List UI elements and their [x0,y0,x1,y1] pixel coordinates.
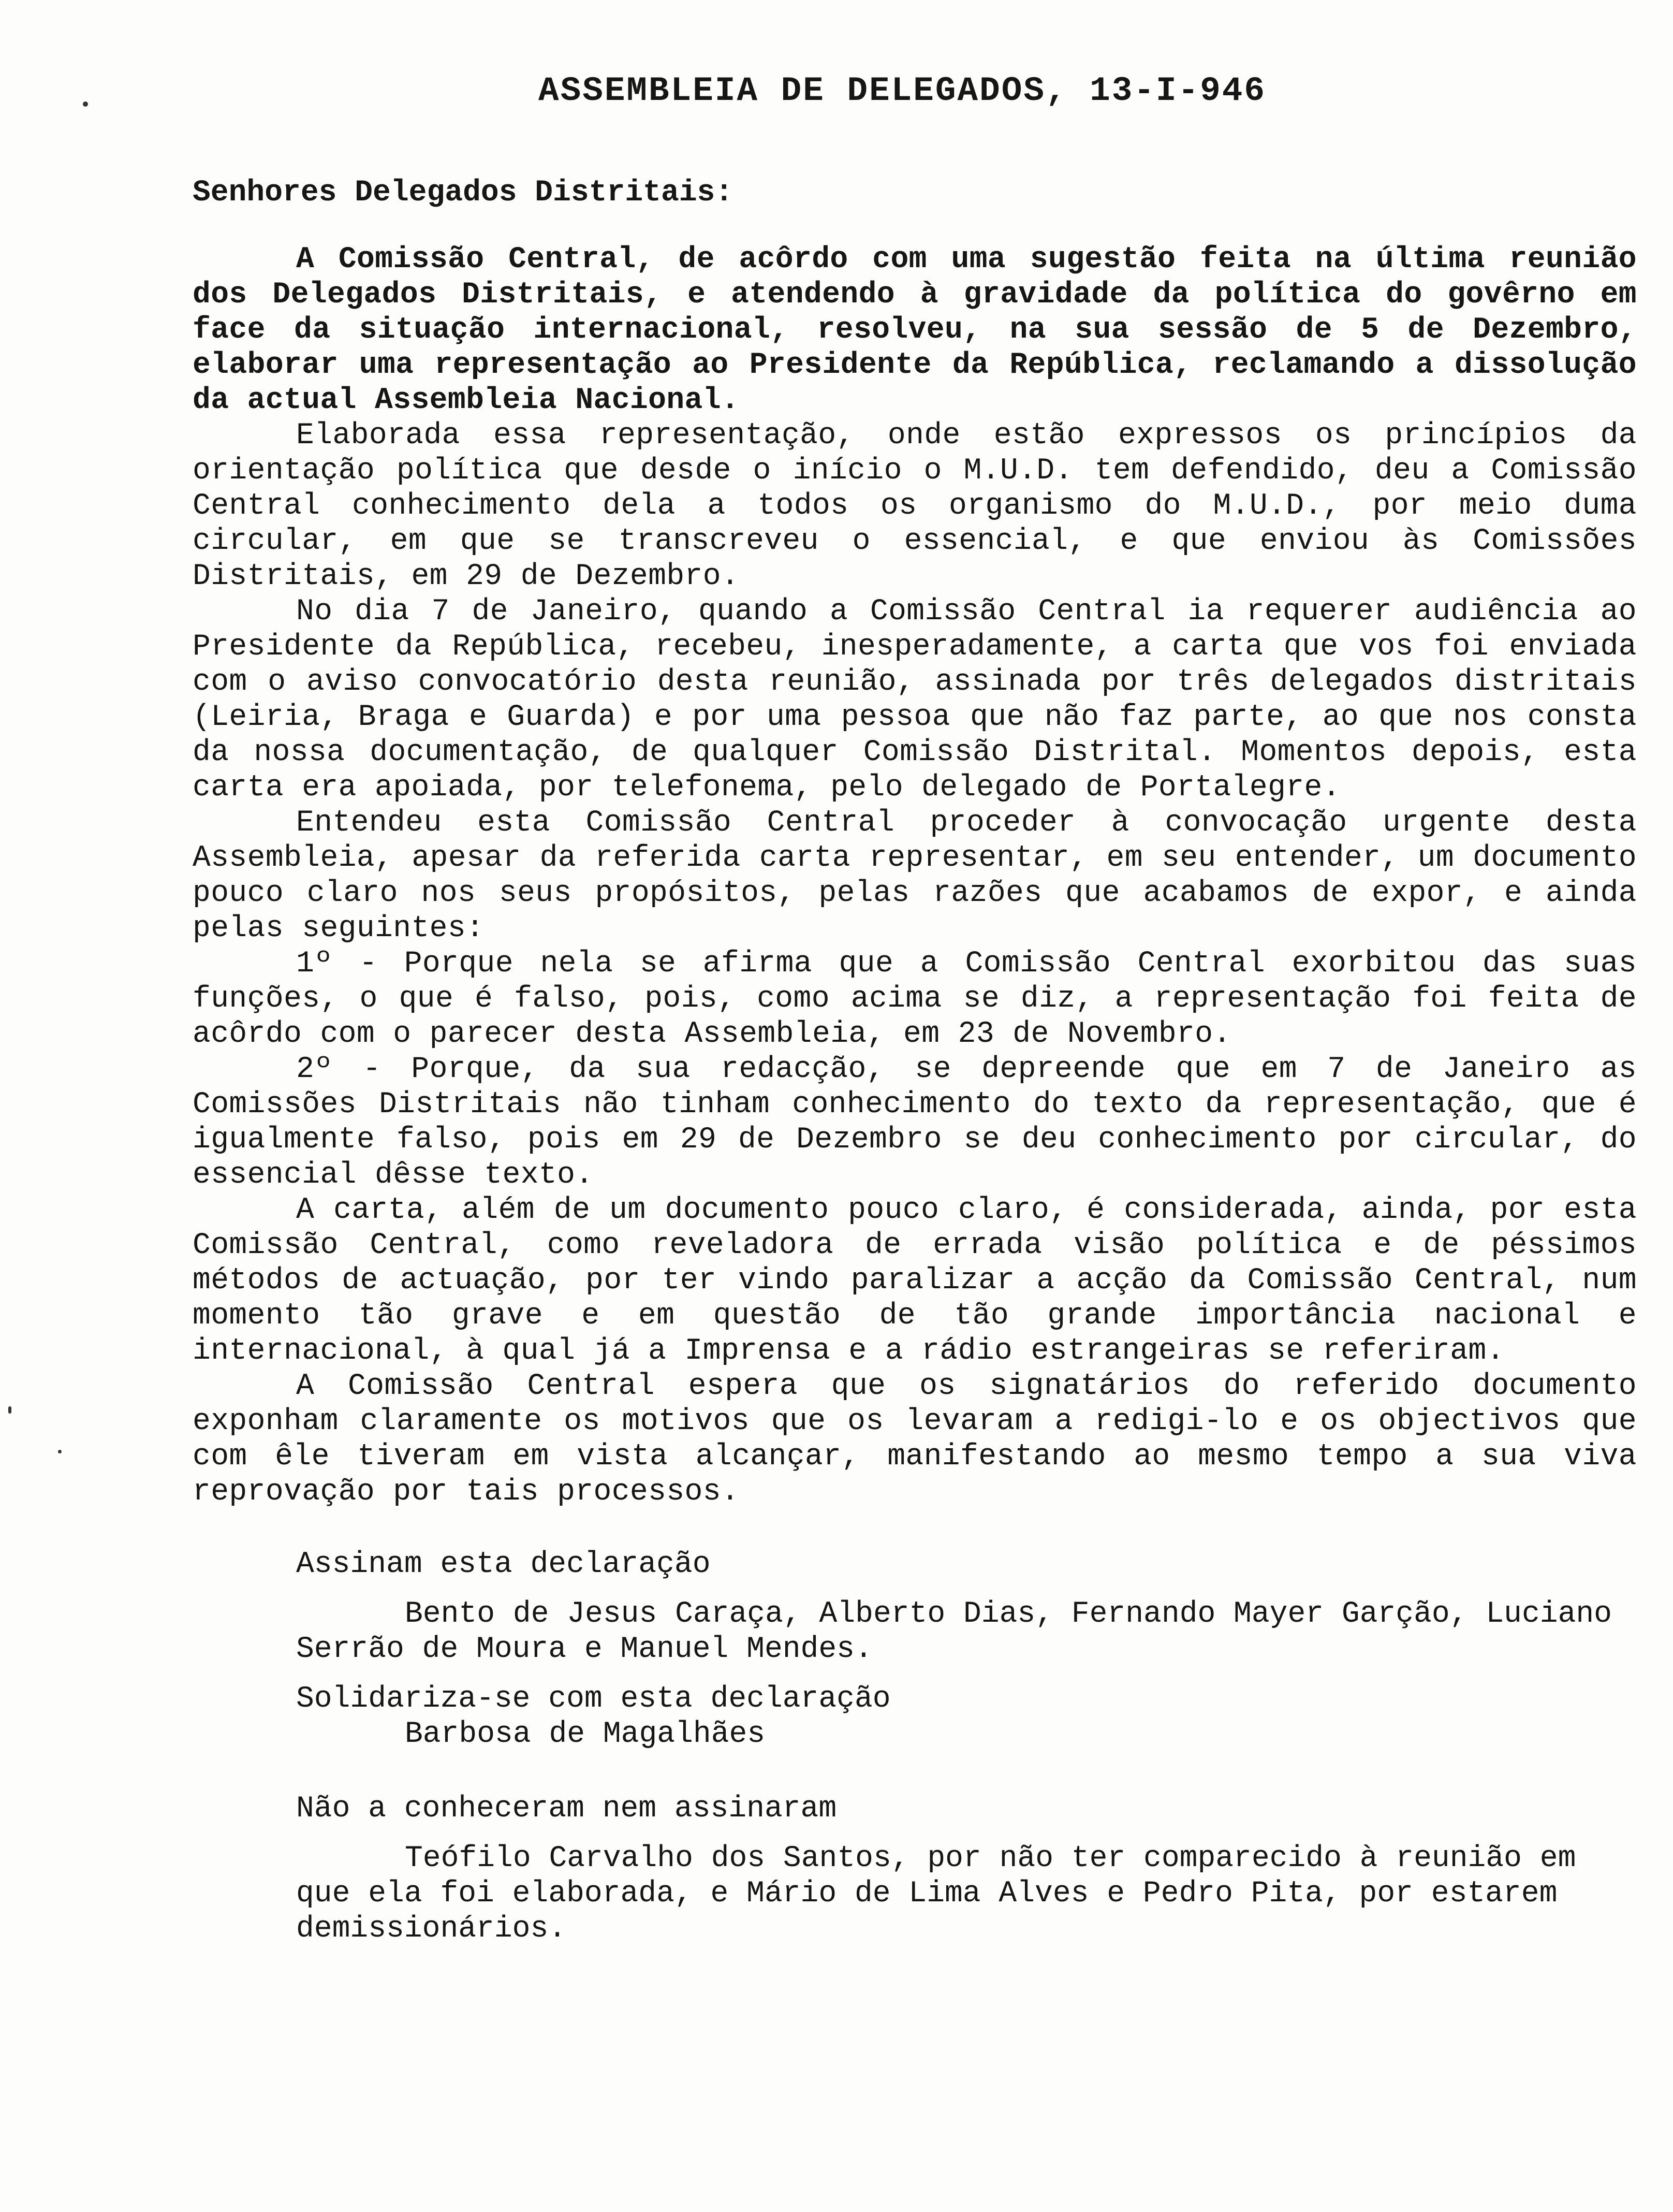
document-title: ASSEMBLEIA DE DELEGADOS, 13-I-946 [538,71,1267,110]
solidarity-label: Solidariza-se com esta declaração [296,1682,891,1716]
paragraph-3: No dia 7 de Janeiro, quando a Comissão Central ia requerer audiência ao Presidente da República, recebeu, inesperadamente, a carta que vos foi enviada com o aviso convocatório desta reunião, assinada por três delegados distritais (Leiria, Braga e Guarda) e por uma pessoa que não faz parte, ao que nos consta da nossa documentação, de qualquer Comissão Distrital. Momentos depois, esta carta era apoiada, por telefonema, pelo delegado de Portalegre. [193,595,1637,805]
not-signed-label: Não a conheceram nem assinaram [296,1792,837,1826]
paragraph-4: Entendeu esta Comissão Central proceder à convocação urgente desta Assembleia, apesar da referida carta representar, em seu entender, um documento pouco claro nos seus propósitos, pelas razões que acabamos de expor, e ainda pelas seguintes: [193,806,1637,945]
point-1: 1º - Porque nela se afirma que a Comissão Central exorbitou das suas funções, o que é falso, pois, como acima se diz, a representação foi feita de acôrdo com o parecer desta Assembleia, em 23 de Novembro. [193,947,1637,1051]
spacer [296,1827,1642,1841]
salutation: Senhores Delegados Distritais: [193,176,733,210]
paper-speck [58,1450,62,1453]
signature-block [296,1547,1642,1947]
document-body [193,242,1637,1510]
paragraph-1: A Comissão Central, de acôrdo com uma sugestão feita na última reunião dos Delegados Distritais, e atendendo à gravidade da política do govêrno em face da situação internacional, resolveu, na sua sessão de 5 de Dezembro, elaborar uma representação ao Presidente da República, reclamando a dissolução da actual Assembleia Nacional. [193,243,1637,417]
paper-speck [83,101,88,107]
paper-speck [8,1406,11,1414]
paragraph-6: A Comissão Central espera que os signatários do referido documento exponham claramente os motivos que os levaram a redigi-lo e os objectivos que com êle tiveram em vista alcançar, manifestando ao mesmo tempo a sua viva reprovação por tais processos. [193,1370,1637,1509]
point-2: 2º - Porque, da sua redacção, se depreende que em 7 de Janeiro as Comissões Distritais não tinham conhecimento do texto da representação, que é igualmente falso, pois em 29 de Dezembro se deu conhecimento por circular, do essencial dêsse texto. [193,1053,1637,1192]
solidarity-name: Barbosa de Magalhães [405,1718,766,1751]
spacer [296,1752,1642,1792]
paragraph-5: A carta, além de um documento pouco claro, é considerada, ainda, por esta Comissão Central, como reveladora de errada visão política e de péssimos métodos de actuação, por ter vindo paralizar a acção da Comissão Central, num momento tão grave e em questão de tão grande importância nacional e internacional, à qual já a Imprensa e a rádio estrangeiras se referiram. [193,1194,1637,1368]
not-signed-text: Teófilo Carvalho dos Santos, por não ter comparecido à reunião em que ela foi elaborada, e Mário de Lima Alves e Pedro Pita, por estarem demissionários. [296,1842,1576,1946]
paragraph-2: Elaborada essa representação, onde estão expressos os princípios da orientação política que desde o início o M.U.D. tem defendido, deu a Comissão Central conhecimento dela a todos os organismo do M.U.D., por meio duma circular, em que se transcreveu o essencial, e que enviou às Comissões Distritais, em 29 de Dezembro. [193,419,1637,593]
spacer [296,1582,1642,1597]
signed-names: Bento de Jesus Caraça, Alberto Dias, Fernando Mayer Garção, Luciano Serrão de Moura e Manuel Mendes. [296,1597,1612,1666]
signed-label: Assinam esta declaração [296,1548,711,1581]
spacer [296,1667,1642,1682]
